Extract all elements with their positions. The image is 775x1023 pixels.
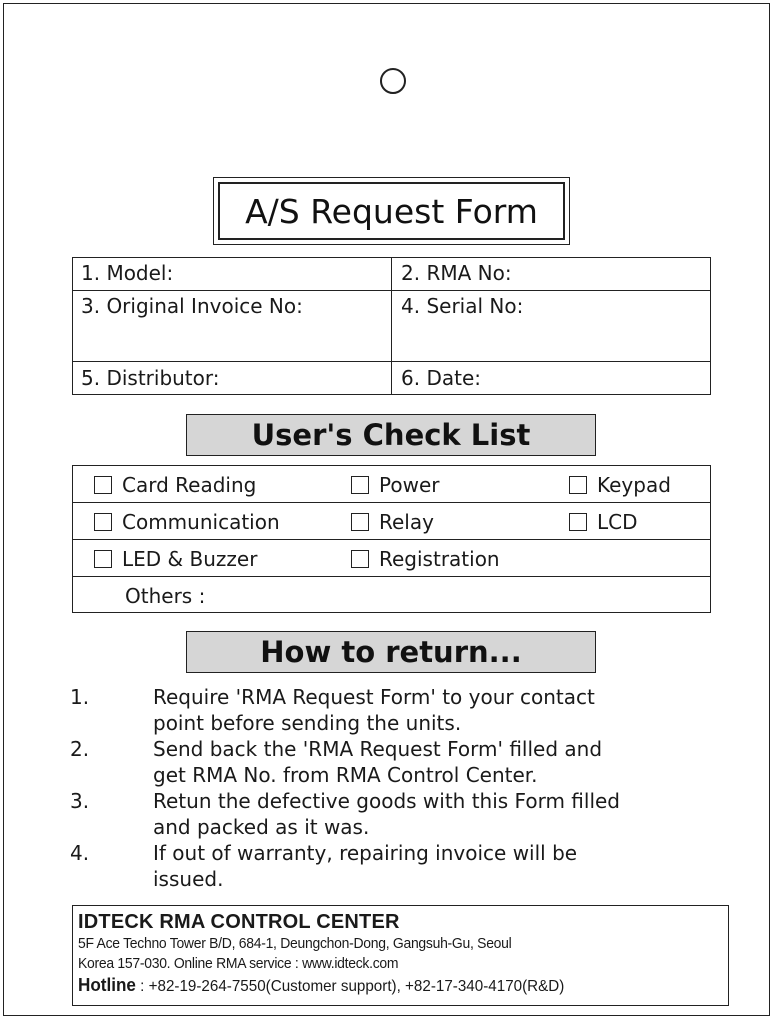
checkbox-square-icon bbox=[351, 550, 369, 568]
return-step bbox=[70, 840, 730, 892]
checkbox-square-icon bbox=[351, 513, 369, 531]
checkbox-keypad[interactable] bbox=[569, 473, 671, 497]
checkbox-square-icon bbox=[569, 476, 587, 494]
address-line-2: Korea 157-030. Online RMA service : www.idteck.com bbox=[78, 955, 399, 972]
return-step bbox=[70, 788, 730, 840]
step-text-line: get RMA No. from RMA Control Center. bbox=[153, 763, 538, 787]
rma-no-field[interactable]: 2. RMA No: bbox=[401, 261, 512, 285]
hotline-numbers: : +82-19-264-7550(Customer support), +82-17-340-4170(R&D) bbox=[135, 978, 565, 995]
checkbox-square-icon bbox=[94, 550, 112, 568]
step-text-line: issued. bbox=[153, 867, 224, 891]
checkbox-led-buzzer[interactable] bbox=[94, 547, 257, 571]
checkbox-square-icon bbox=[569, 513, 587, 531]
return-step bbox=[70, 684, 730, 736]
hotline-label: Hotline bbox=[78, 975, 136, 995]
checkbox-label: Power bbox=[379, 473, 440, 497]
address-line-1: 5F Ace Techno Tower B/D, 684-1, Deungchon-Dong, Gangsuh-Gu, Seoul bbox=[78, 935, 512, 952]
others-field[interactable]: Others : bbox=[125, 584, 206, 608]
model-field[interactable]: 1. Model: bbox=[81, 261, 174, 285]
form-title: A/S Request Form bbox=[218, 182, 565, 240]
step-number: 3. bbox=[70, 789, 90, 813]
checkbox-square-icon bbox=[351, 476, 369, 494]
original-invoice-field[interactable]: 3. Original Invoice No: bbox=[81, 294, 303, 318]
checkbox-registration[interactable] bbox=[351, 547, 500, 571]
step-text-line: If out of warranty, repairing invoice will be bbox=[153, 841, 578, 865]
checklist-banner: User's Check List bbox=[186, 414, 596, 456]
checkbox-label: Relay bbox=[379, 510, 434, 534]
checkbox-communication[interactable] bbox=[94, 510, 280, 534]
date-field[interactable]: 6. Date: bbox=[401, 366, 481, 390]
checklist-table bbox=[72, 465, 711, 613]
checkbox-square-icon bbox=[94, 476, 112, 494]
checkbox-label: Communication bbox=[122, 510, 280, 534]
step-text-line: Send back the 'RMA Request Form' filled and bbox=[153, 737, 603, 761]
step-text-line: Require 'RMA Request Form' to your contact bbox=[153, 685, 595, 709]
checkbox-label: Card Reading bbox=[122, 473, 257, 497]
checkbox-label: LED & Buzzer bbox=[122, 547, 258, 571]
checkbox-label: Registration bbox=[379, 547, 500, 571]
tag-hole bbox=[380, 68, 406, 94]
distributor-field[interactable]: 5. Distributor: bbox=[81, 366, 220, 390]
info-table bbox=[72, 257, 711, 395]
return-step bbox=[70, 736, 730, 788]
step-number: 2. bbox=[70, 737, 90, 761]
org-name: IDTECK RMA CONTROL CENTER bbox=[78, 911, 400, 933]
step-number: 1. bbox=[70, 685, 90, 709]
step-text-line: Retun the defective goods with this Form filled bbox=[153, 789, 621, 813]
checkbox-card-reading[interactable] bbox=[94, 473, 256, 497]
checkbox-label: Keypad bbox=[597, 473, 671, 497]
hotline bbox=[78, 974, 696, 998]
rma-contact-box bbox=[72, 905, 729, 1006]
checkbox-square-icon bbox=[94, 513, 112, 531]
return-steps bbox=[70, 684, 730, 892]
checkbox-power[interactable] bbox=[351, 473, 439, 497]
step-number: 4. bbox=[70, 841, 90, 865]
step-text-line: point before sending the units. bbox=[153, 711, 462, 735]
serial-no-field[interactable]: 4. Serial No: bbox=[401, 294, 524, 318]
checkbox-lcd[interactable] bbox=[569, 510, 638, 534]
return-banner: How to return... bbox=[186, 631, 596, 673]
form-title-frame bbox=[213, 177, 570, 245]
step-text-line: and packed as it was. bbox=[153, 815, 370, 839]
checkbox-relay[interactable] bbox=[351, 510, 434, 534]
checkbox-label: LCD bbox=[597, 510, 638, 534]
